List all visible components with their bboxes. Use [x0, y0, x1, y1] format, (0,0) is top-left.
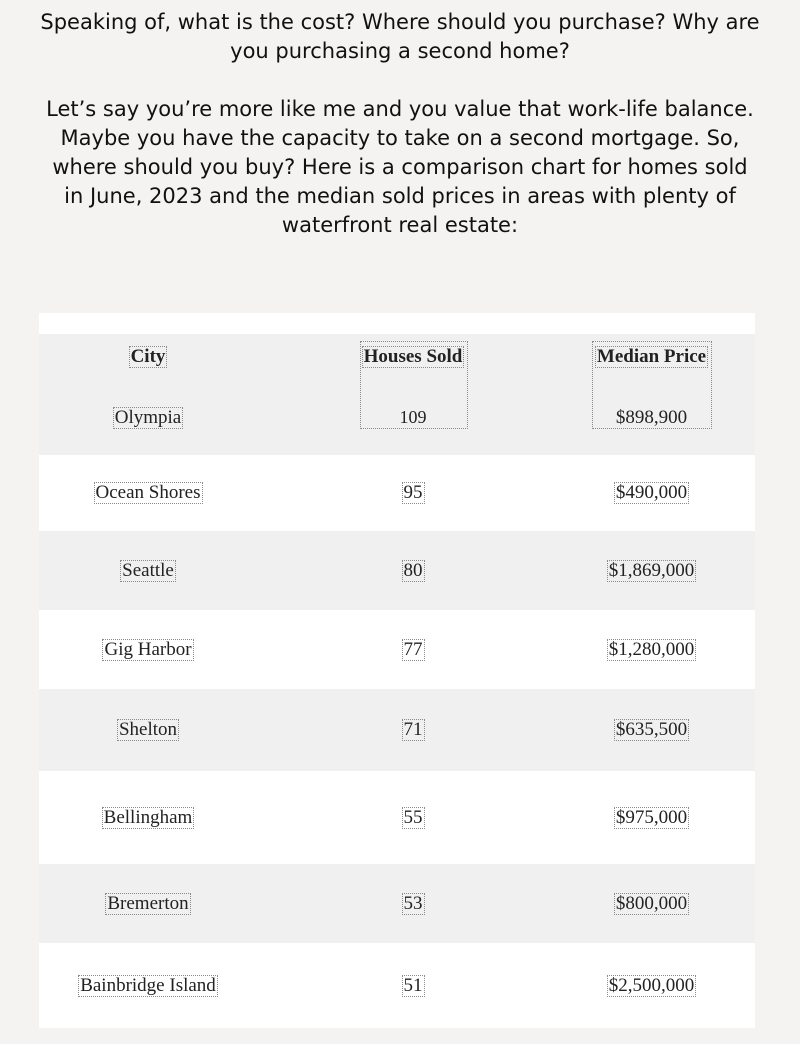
median-price-textbox-outline — [592, 341, 712, 429]
cell-houses-sold: 55 — [403, 806, 423, 828]
table-row — [39, 610, 755, 689]
cell-median-price: $898,900 — [615, 406, 688, 428]
cell-houses-sold: 95 — [403, 482, 423, 503]
table-row — [39, 689, 755, 771]
table-row — [39, 943, 755, 1028]
header-median-price: Median Price — [596, 346, 707, 367]
cell-houses-sold: 53 — [403, 892, 423, 914]
cell-city: Ocean Shores — [95, 482, 201, 503]
cell-median-price: $635,500 — [615, 719, 688, 740]
cell-city: Bainbridge Island — [80, 974, 216, 996]
cell-houses-sold: 71 — [403, 719, 423, 740]
cell-city: Bellingham — [103, 806, 193, 828]
cell-median-price: $1,280,000 — [608, 638, 695, 660]
cell-city: Olympia — [114, 406, 182, 428]
cell-houses-sold: 80 — [403, 559, 423, 581]
houses-sold-textbox-outline — [360, 341, 468, 429]
intro-paragraph-1: Speaking of, what is the cost? Where should you purchase? Why are you purchasing a second home? — [40, 10, 760, 63]
intro-paragraph-2: Let’s say you’re more like me and you value that work-life balance. Maybe you have the capacity to take on a second mortgage. So, where should you buy? Here is a comparison chart for homes sold in June, 2023 and the median sold prices in areas with plenty of waterfront real estate: — [46, 97, 754, 237]
cell-median-price: $975,000 — [615, 806, 688, 828]
cell-city: Gig Harbor — [104, 638, 192, 660]
cell-median-price: $800,000 — [615, 892, 688, 914]
table-top-spacer — [39, 313, 755, 334]
table-row — [39, 455, 755, 531]
cell-city: Bremerton — [107, 892, 189, 914]
table-row — [39, 864, 755, 943]
cell-median-price: $1,869,000 — [608, 559, 695, 581]
cell-median-price: $2,500,000 — [608, 974, 695, 996]
cell-houses-sold: 77 — [403, 638, 423, 660]
header-houses-sold: Houses Sold — [363, 346, 463, 367]
cell-city: Shelton — [118, 719, 178, 740]
table-row — [39, 771, 755, 864]
cell-city: Seattle — [122, 559, 174, 581]
cell-houses-sold: 51 — [403, 974, 423, 996]
header-city: City — [130, 346, 166, 367]
cell-houses-sold: 109 — [399, 407, 427, 427]
cell-median-price: $490,000 — [615, 482, 688, 503]
table-row — [39, 531, 755, 610]
comparison-table — [39, 313, 755, 1028]
